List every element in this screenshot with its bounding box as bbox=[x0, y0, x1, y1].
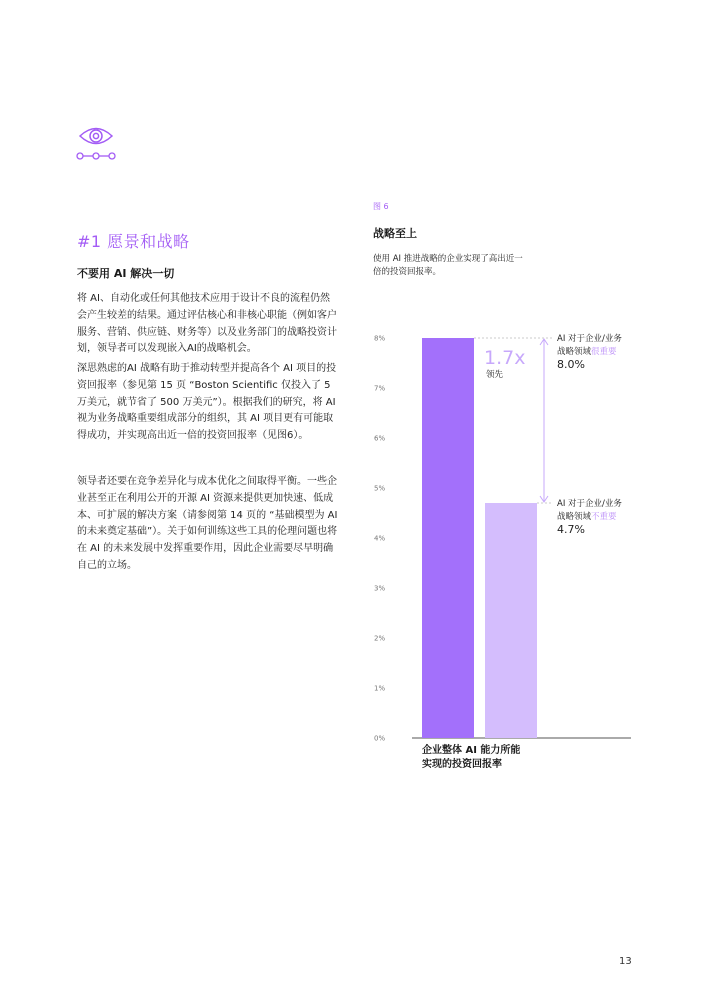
callout-line-2-highlight: 很重要 bbox=[591, 347, 617, 357]
y-tick-label: 3% bbox=[374, 584, 386, 593]
figure-label: 图 6 bbox=[373, 202, 389, 211]
y-tick-label: 0% bbox=[374, 734, 386, 743]
multiplier-value: 1.7x bbox=[484, 347, 526, 369]
figure-subtitle: 使用 AI 推进战略的企业实现了高出近一倍的投资回报率。 bbox=[373, 254, 523, 277]
figure-title: 战略至上 bbox=[373, 227, 417, 240]
y-tick-label: 2% bbox=[374, 634, 386, 643]
eye-logo-icon bbox=[74, 122, 118, 162]
bar-2 bbox=[485, 503, 537, 738]
section-subhead: 不要用 AI 解决一切 bbox=[77, 267, 175, 280]
body-paragraph-2: 深思熟虑的AI 战略有助于推动转型并提高各个 AI 项目的投资回报率（参见第 15 页 “Boston Scientific 仅投入了 5 万美元，就节省了 500 万美元”）。根据我们的研究，将 AI 视为业务战略重要组成部分的组织，其 AI 项目更有可能取得成功，并实现高出近一倍的投资回报率（见图6）。 bbox=[77, 363, 337, 442]
body-paragraph-3: 领导者还要在竞争差异化与成本优化之间取得平衡。一些企业甚至正在利用公开的开源 AI 资源来提供更加快速、低成本、可扩展的解决方案（请参阅第 14 页的 “基础模型为 AI 的未来奠定基础”）。关于如何训练这些工具的伦理问题也将在 AI 的未来发展中发挥重要作用，因此企业需要尽早明确自己的立场。 bbox=[77, 476, 338, 571]
roi-bar-chart bbox=[360, 320, 660, 780]
callout-line-2 bbox=[557, 511, 617, 522]
page-number: 13 bbox=[619, 956, 632, 967]
callout-value: 4.7% bbox=[557, 523, 585, 536]
x-axis-label: 实现的投资回报率 bbox=[422, 759, 502, 770]
body-paragraph-1: 将 AI、自动化或任何其他技术应用于设计不良的流程仍然会产生较差的结果。通过评估核心和非核心职能（例如客户服务、营销、供应链、财务等）以及业务部门的战略投资计划，领导者可以发现嵌入AI的战略机会。 bbox=[77, 293, 337, 355]
callout-line-2-prefix: 战略领域 bbox=[557, 347, 592, 357]
y-tick-label: 6% bbox=[374, 434, 386, 443]
callout-value: 8.0% bbox=[557, 358, 585, 371]
callout-line-1: AI 对于企业/业务 bbox=[557, 334, 622, 344]
callout-line-2-prefix: 战略领域 bbox=[557, 512, 592, 522]
y-tick-label: 4% bbox=[374, 534, 386, 543]
callout-line-1: AI 对于企业/业务 bbox=[557, 499, 622, 509]
x-axis-label: 企业整体 AI 能力所能 bbox=[422, 745, 521, 756]
y-tick-label: 5% bbox=[374, 484, 386, 493]
y-tick-label: 7% bbox=[374, 384, 386, 393]
multiplier-label: 领先 bbox=[486, 370, 504, 380]
bar-1 bbox=[422, 338, 474, 738]
y-tick-label: 8% bbox=[374, 334, 386, 343]
section-title: #1 愿景和战略 bbox=[77, 232, 190, 251]
y-tick-label: 1% bbox=[374, 684, 386, 693]
callout-line-2-highlight: 不重要 bbox=[591, 512, 617, 522]
callout-line-2 bbox=[557, 346, 617, 357]
